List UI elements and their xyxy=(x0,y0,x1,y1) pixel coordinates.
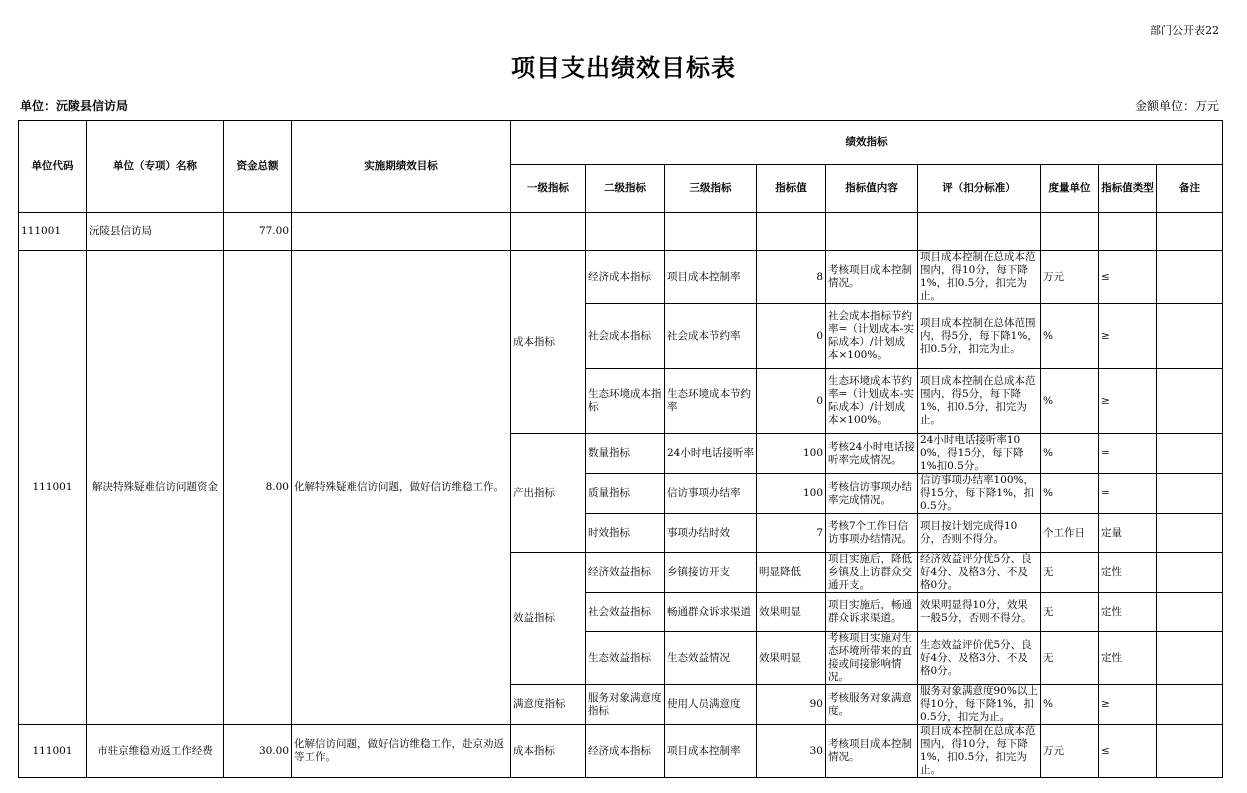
content-text: 考核24小时电话接听率完成情况。 xyxy=(828,440,915,466)
score-text: 效果明显得10分，效果一般5分，否则不得分。 xyxy=(920,599,1032,624)
remark-cell xyxy=(1157,553,1223,593)
score-cell xyxy=(918,725,1041,778)
summary-total: 77.00 xyxy=(224,213,292,251)
content-cell xyxy=(826,514,918,553)
level3-cell: 事项办结时效 xyxy=(665,514,757,553)
value-cell: 0 xyxy=(757,369,826,434)
content-text: 项目实施后，畅通群众诉求渠道。 xyxy=(828,599,912,624)
content-text: 社会成本指标节约率=（计划成本-实际成本）/计划成本×100%。 xyxy=(828,310,914,361)
content-text: 考核项目成本控制情况。 xyxy=(828,264,912,289)
performance-table xyxy=(18,120,1223,778)
project1-l1-output: 产出指标 xyxy=(511,434,586,553)
form-number: 部门公开表22 xyxy=(1150,24,1219,37)
project1-l1-satisfaction: 满意度指标 xyxy=(511,685,586,725)
type-cell: = xyxy=(1099,474,1157,514)
header-level1: 一级指标 xyxy=(511,165,586,213)
project2-goal: 化解信访问题，做好信访维稳工作，赴京劝返等工作。 xyxy=(292,725,511,778)
remark-cell xyxy=(1157,725,1223,778)
content-text: 考核项目实施对生态环境所带来的直接或间接影响情况。 xyxy=(828,632,912,683)
level2-cell: 经济效益指标 xyxy=(586,553,665,593)
header-measure: 度量单位 xyxy=(1041,165,1099,213)
remark-cell xyxy=(1157,685,1223,725)
summary-name: 沅陵县信访局 xyxy=(87,213,224,251)
value-cell: 效果明显 xyxy=(757,632,826,685)
value-cell: 8 xyxy=(757,251,826,304)
project2-l1: 成本指标 xyxy=(511,725,586,778)
level2-cell: 生态环境成本指标 xyxy=(586,369,665,434)
content-text: 考核信访事项办结率完成情况。 xyxy=(828,480,912,506)
remark-cell xyxy=(1157,251,1223,304)
type-cell: ≥ xyxy=(1099,685,1157,725)
header-goal: 实施期绩效目标 xyxy=(292,121,511,213)
measure-cell: % xyxy=(1041,474,1099,514)
header-name: 单位（专项）名称 xyxy=(87,121,224,213)
value-cell: 30 xyxy=(757,725,826,778)
measure-cell: % xyxy=(1041,369,1099,434)
score-text: 24小时电话接听率100%，得15分，每下降1%扣0.5分。 xyxy=(920,434,1024,472)
level3-cell: 24小时电话接听率 xyxy=(665,434,757,474)
score-text: 经济效益评分优5分、良好4分、及格3分、不及格0分。 xyxy=(920,553,1032,591)
value-cell: 90 xyxy=(757,685,826,725)
level3-cell: 使用人员满意度 xyxy=(665,685,757,725)
project1-l1-cost: 成本指标 xyxy=(511,251,586,434)
remark-cell xyxy=(1157,304,1223,369)
table-row xyxy=(19,725,1223,778)
header-content: 指标值内容 xyxy=(826,165,918,213)
value-cell: 明显降低 xyxy=(757,553,826,593)
header-level2: 二级指标 xyxy=(586,165,665,213)
summary-code: 111001 xyxy=(19,213,87,251)
type-cell: 定性 xyxy=(1099,593,1157,632)
value-cell: 7 xyxy=(757,514,826,553)
remark-cell xyxy=(1157,593,1223,632)
content-cell xyxy=(826,593,918,632)
project1-goal: 化解特殊疑难信访问题，做好信访维稳工作。 xyxy=(292,251,511,725)
type-cell: 定量 xyxy=(1099,514,1157,553)
content-cell xyxy=(826,553,918,593)
level2-cell: 时效指标 xyxy=(586,514,665,553)
level3-cell: 项目成本控制率 xyxy=(665,725,757,778)
measure-cell: 无 xyxy=(1041,632,1099,685)
level3-cell: 信访事项办结率 xyxy=(665,474,757,514)
score-text: 项目成本控制在总成本范围内，得5分，每下降1%，扣0.5分，扣完为止。 xyxy=(920,375,1036,426)
type-cell: ≤ xyxy=(1099,725,1157,778)
project1-name: 解决特殊疑难信访问题资金 xyxy=(87,251,224,725)
summary-row xyxy=(19,213,1223,251)
project1-code: 111001 xyxy=(19,251,87,725)
score-text: 项目成本控制在总成本范围内，得10分，每下降1%，扣0.5分，扣完为止。 xyxy=(920,725,1036,776)
type-cell: 定性 xyxy=(1099,553,1157,593)
level2-cell: 社会成本指标 xyxy=(586,304,665,369)
measure-cell: % xyxy=(1041,434,1099,474)
content-cell xyxy=(826,474,918,514)
level3-cell: 社会成本节约率 xyxy=(665,304,757,369)
score-cell xyxy=(918,632,1041,685)
score-cell xyxy=(918,304,1041,369)
level3-cell: 项目成本控制率 xyxy=(665,251,757,304)
content-cell xyxy=(826,251,918,304)
content-cell xyxy=(826,632,918,685)
unit-label: 单位：沅陵县信访局 xyxy=(20,99,129,113)
score-cell xyxy=(918,514,1041,553)
measure-cell: % xyxy=(1041,685,1099,725)
type-cell: = xyxy=(1099,434,1157,474)
amount-unit-label: 金额单位：万元 xyxy=(1134,99,1219,113)
level2-cell: 经济成本指标 xyxy=(586,251,665,304)
remark-cell xyxy=(1157,474,1223,514)
page-title: 项目支出绩效目标表 xyxy=(511,54,736,82)
header-score: 评（扣分标准） xyxy=(918,165,1041,213)
header-value: 指标值 xyxy=(757,165,826,213)
score-text: 项目成本控制在总成本范围内，得10分，每下降1%，扣0.5分，扣完为止。 xyxy=(920,251,1036,302)
header-total: 资金总额 xyxy=(224,121,292,213)
measure-cell: 万元 xyxy=(1041,725,1099,778)
content-text: 生态环境成本节约率=（计划成本-实际成本）/计划成本×100%。 xyxy=(828,375,914,426)
remark-cell xyxy=(1157,514,1223,553)
score-cell xyxy=(918,685,1041,725)
remark-cell xyxy=(1157,369,1223,434)
score-cell xyxy=(918,474,1041,514)
content-cell xyxy=(826,304,918,369)
content-text: 项目实施后，降低乡镇及上访群众交通开支。 xyxy=(828,553,912,591)
value-cell: 0 xyxy=(757,304,826,369)
measure-cell: 无 xyxy=(1041,553,1099,593)
level2-cell: 生态效益指标 xyxy=(586,632,665,685)
type-cell: 定性 xyxy=(1099,632,1157,685)
project2-total: 30.00 xyxy=(224,725,292,778)
project1-total: 8.00 xyxy=(224,251,292,725)
measure-cell: % xyxy=(1041,304,1099,369)
score-cell xyxy=(918,593,1041,632)
content-text: 考核项目成本控制情况。 xyxy=(828,738,912,763)
measure-cell: 个工作日 xyxy=(1041,514,1099,553)
project2-code: 111001 xyxy=(19,725,87,778)
score-text: 项目成本控制在总体范围内，得5分，每下降1%，扣0.5分，扣完为止。 xyxy=(920,316,1038,355)
content-cell xyxy=(826,434,918,474)
score-cell xyxy=(918,553,1041,593)
value-cell: 100 xyxy=(757,474,826,514)
content-cell xyxy=(826,685,918,725)
measure-cell: 万元 xyxy=(1041,251,1099,304)
level2-cell: 经济成本指标 xyxy=(586,725,665,778)
level2-cell: 服务对象满意度指标 xyxy=(586,685,665,725)
value-cell: 100 xyxy=(757,434,826,474)
score-cell xyxy=(918,369,1041,434)
measure-cell: 无 xyxy=(1041,593,1099,632)
project2-name: 市驻京维稳劝返工作经费 xyxy=(87,725,224,778)
content-text: 考核7个工作日信访事项办结情况。 xyxy=(828,520,912,545)
type-cell: ≤ xyxy=(1099,251,1157,304)
level3-cell: 生态效益情况 xyxy=(665,632,757,685)
value-cell: 效果明显 xyxy=(757,593,826,632)
type-cell: ≥ xyxy=(1099,304,1157,369)
score-text: 服务对象满意度90%以上得10分，每下降1%，扣0.5分，扣完为止。 xyxy=(920,685,1038,723)
remark-cell xyxy=(1157,632,1223,685)
table-row xyxy=(19,251,1223,304)
header-row-1 xyxy=(19,121,1223,165)
level3-cell: 畅通群众诉求渠道 xyxy=(665,593,757,632)
type-cell: ≥ xyxy=(1099,369,1157,434)
level3-cell: 乡镇接访开支 xyxy=(665,553,757,593)
content-cell xyxy=(826,725,918,778)
level2-cell: 质量指标 xyxy=(586,474,665,514)
score-cell xyxy=(918,434,1041,474)
score-cell xyxy=(918,251,1041,304)
remark-cell xyxy=(1157,434,1223,474)
project1-l1-benefit: 效益指标 xyxy=(511,553,586,685)
score-text: 信访事项办结率100%，得15分，每下降1%，扣0.5分。 xyxy=(920,474,1035,512)
level2-cell: 社会效益指标 xyxy=(586,593,665,632)
header-performance: 绩效指标 xyxy=(511,121,1223,165)
header-code: 单位代码 xyxy=(19,121,87,213)
content-cell xyxy=(826,369,918,434)
content-text: 考核服务对象满意度。 xyxy=(828,691,912,717)
level2-cell: 数量指标 xyxy=(586,434,665,474)
score-text: 生态效益评价优5分、良好4分、及格3分、不及格0分。 xyxy=(920,638,1032,677)
header-type: 指标值类型 xyxy=(1099,165,1157,213)
header-level3: 三级指标 xyxy=(665,165,757,213)
score-text: 项目按计划完成得10分，否则不得分。 xyxy=(920,520,1018,545)
level3-cell: 生态环境成本节约率 xyxy=(665,369,757,434)
header-remark: 备注 xyxy=(1157,165,1223,213)
